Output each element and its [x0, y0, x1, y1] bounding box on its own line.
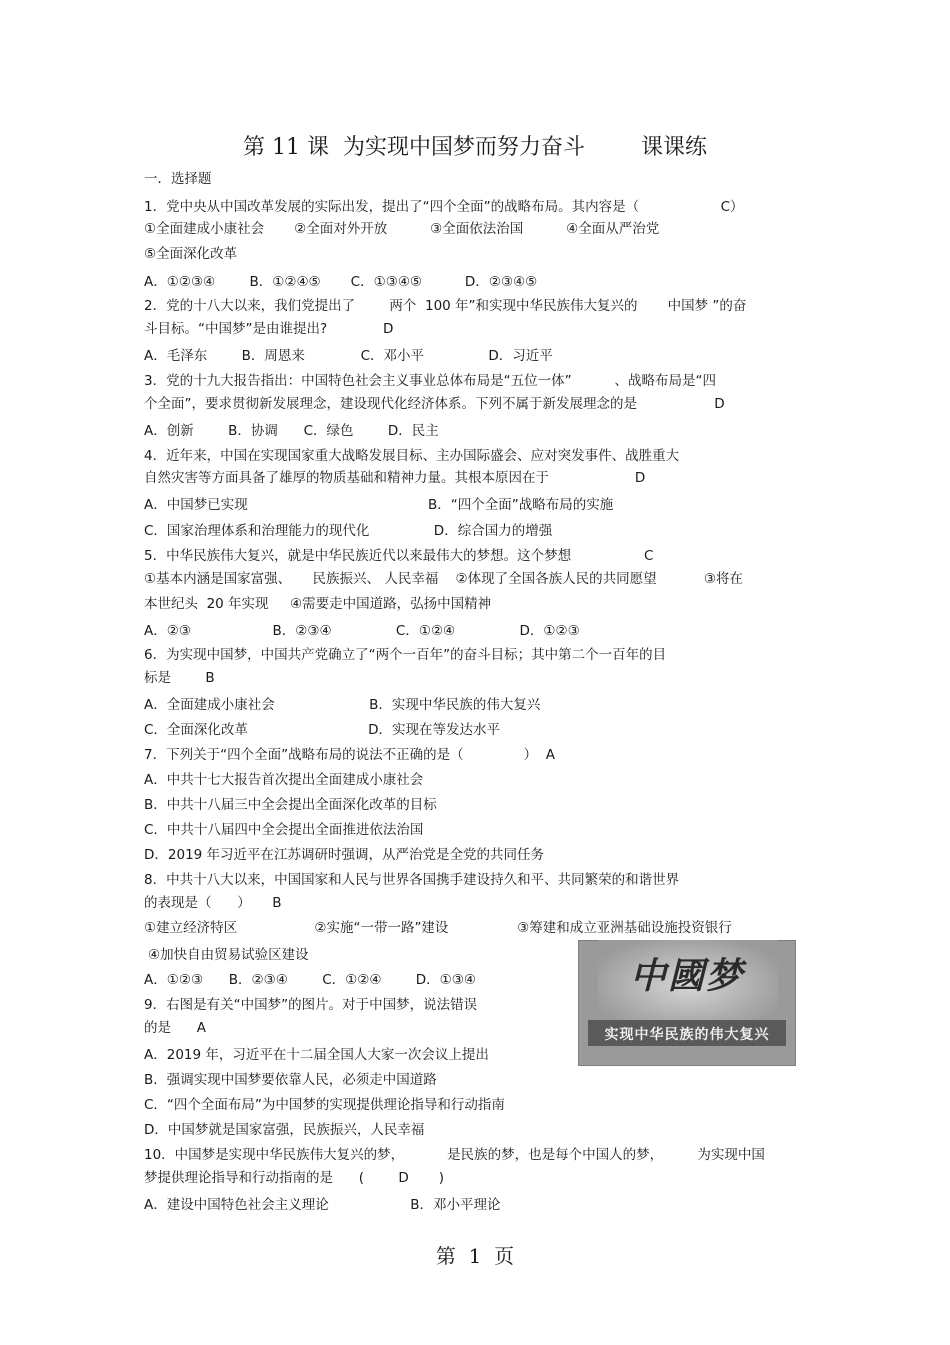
text-line: A．毛泽东 B．周恩来 C．邓小平 D．习近平: [144, 348, 553, 364]
text-line: ①建立经济特区 ②实施“一带一路”建设 ③筹建和成立亚洲基础设施投资银行: [144, 920, 732, 936]
text-line: 4．近年来，中国在实现国家重大战略发展目标、主办国际盛会、应对突发事件、战胜重大: [144, 448, 680, 464]
text-line: 个全面”，要求贯彻新发展理念，建设现代化经济体系。下列不属于新发展理念的是 D: [144, 396, 725, 412]
text-line: 5．中华民族伟大复兴，就是中华民族近代以来最伟大的梦想。这个梦想 C: [144, 548, 654, 564]
text-line: C．国家治理体系和治理能力的现代化 D．综合国力的增强: [144, 523, 553, 539]
text-line: A．①②③ B．②③④ C．①②④ D．①③④: [144, 972, 476, 988]
page-number: 第 1 页: [435, 1244, 515, 1268]
image-title: 中國梦: [629, 955, 744, 997]
text-line: 的表现是（ ） B: [144, 895, 282, 911]
page-title: 第 11 课 为实现中国梦而努力奋斗 课课练: [243, 135, 707, 160]
text-line: 的是 A: [144, 1020, 206, 1036]
text-line: 6．为实现中国梦，中国共产党确立了“两个一百年”的奋斗目标；其中第二个一百年的目: [144, 647, 667, 663]
text-line: 10．中国梦是实现中华民族伟大复兴的梦， 是民族的梦，也是每个中国人的梦， 为实现中国: [144, 1147, 765, 1163]
text-line: 标是 B: [144, 670, 215, 686]
text-line: A．建设中国特色社会主义理论 B．邓小平理论: [144, 1197, 501, 1213]
text-line: B．强调实现中国梦要依靠人民，必须走中国道路: [144, 1072, 437, 1088]
text-line: B．中共十八届三中全会提出全面深化改革的目标: [144, 797, 437, 813]
text-line: 2．党的十八大以来，我们党提出了 两个 100 年”和实现中华民族伟大复兴的 中国梦 ”的奋: [144, 298, 747, 314]
china-dream-image: [578, 940, 796, 1066]
text-line: 一．选择题: [144, 171, 212, 187]
text-line: 8．中共十八大以来，中国国家和人民与世界各国携手建设持久和平、共同繁荣的和谐世界: [144, 872, 680, 888]
text-line: 9．右图是有关“中国梦”的图片。对于中国梦，说法错误: [144, 997, 478, 1013]
text-line: 斗目标。“中国梦”是由谁提出? D: [144, 321, 394, 337]
text-line: C．中共十八届四中全会提出全面推进依法治国: [144, 822, 424, 838]
text-line: D．2019 年习近平在江苏调研时强调，从严治党是全党的共同任务: [144, 847, 545, 863]
text-line: D．中国梦就是国家富强，民族振兴，人民幸福: [144, 1122, 425, 1138]
text-line: ⑤全面深化改革: [144, 246, 238, 262]
text-line: ④加快自由贸易试验区建设: [148, 947, 309, 963]
text-line: 7．下列关于“四个全面”战略布局的说法不正确的是（ ） A: [144, 747, 555, 763]
text-line: C．“四个全面布局”为中国梦的实现提供理论指导和行动指南: [144, 1097, 505, 1113]
text-line: C．全面深化改革 D．实现在等发达水平: [144, 722, 500, 738]
text-line: A．中国梦已实现 B．“四个全面”战略布局的实施: [144, 497, 614, 513]
text-line: ①全面建成小康社会 ②全面对外开放 ③全面依法治国 ④全面从严治党: [144, 221, 660, 237]
text-line: 自然灾害等方面具备了雄厚的物质基础和精神力量。其根本原因在于 D: [144, 470, 646, 486]
text-line: 本世纪头 20 年实现 ④需要走中国道路，弘扬中国精神: [144, 596, 492, 612]
text-line: A．全面建成小康社会 B．实现中华民族的伟大复兴: [144, 697, 541, 713]
text-line: A．①②③④ B．①②④⑤ C．①③④⑤ D．②③④⑤: [144, 274, 538, 290]
text-line: 梦提供理论指导和行动指南的是 ( D ): [144, 1170, 445, 1186]
text-line: ①基本内涵是国家富强、 民族振兴、 人民幸福 ②体现了全国各族人民的共同愿望 ③将在: [144, 571, 743, 587]
text-line: A．2019 年，习近平在十二届全国人大家一次会议上提出: [144, 1047, 489, 1063]
text-line: 3．党的十九大报告指出：中国特色社会主义事业总体布局是“五位一体” 、战略布局是“四: [144, 373, 716, 389]
text-line: A．创新 B．协调 C．绿色 D．民主: [144, 423, 439, 439]
text-line: A．②③ B．②③④ C．①②④ D．①②③: [144, 623, 580, 639]
text-line: A．中共十七大报告首次提出全面建成小康社会: [144, 772, 424, 788]
text-line: 1．党中央从中国改革发展的实际出发，提出了“四个全面”的战略布局。其内容是（ C）: [144, 199, 744, 215]
image-subtitle: 实现中华民族的伟大复兴: [604, 1027, 770, 1043]
